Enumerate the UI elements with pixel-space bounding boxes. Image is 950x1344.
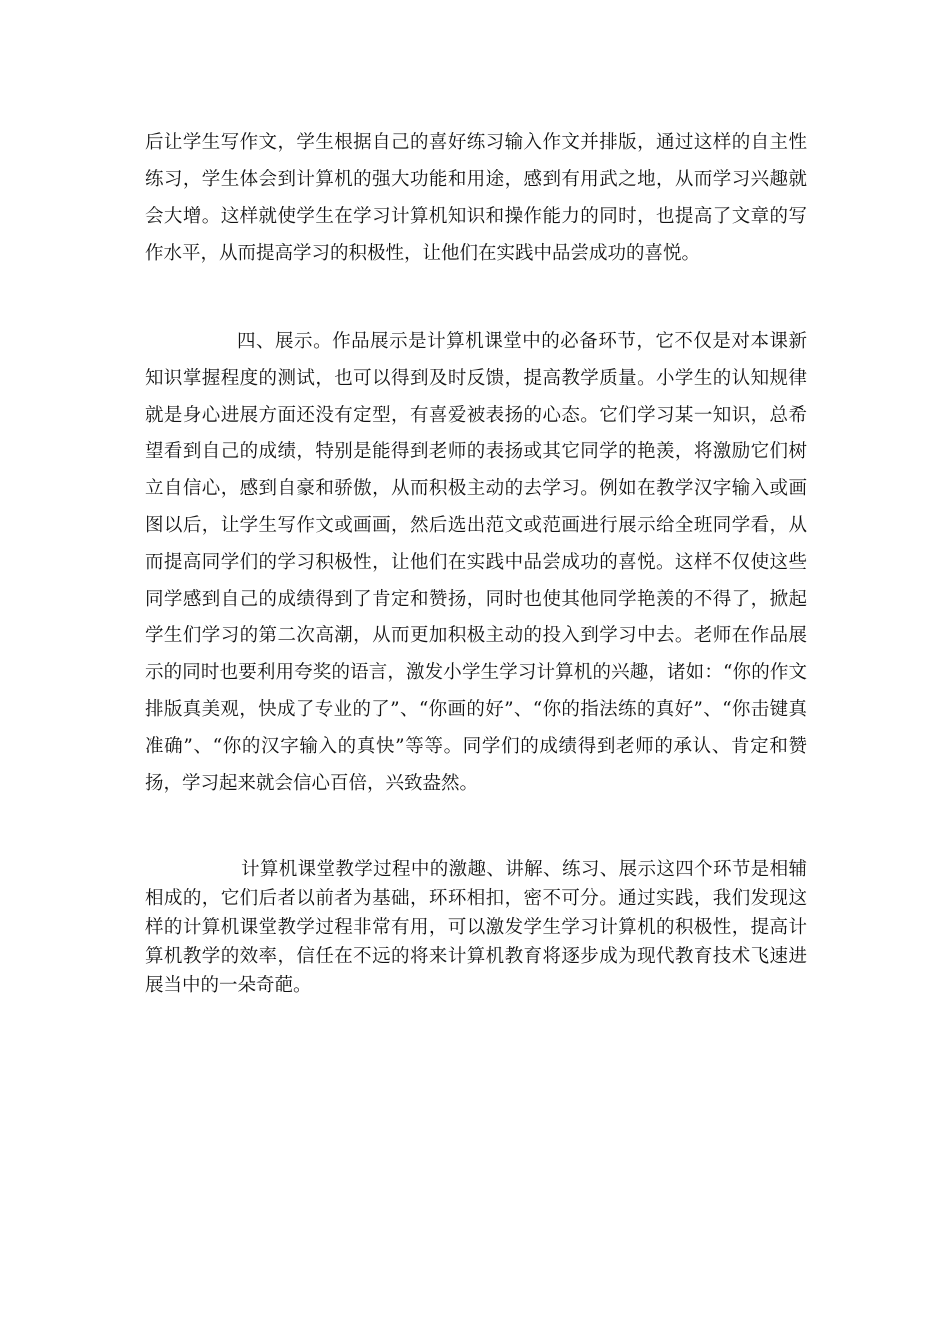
paragraph-continuation: 后让学生写作文，学生根据自己的喜好练习输入作文并排版，通过这样的自主性练习，学生体会到计算机的强大功能和用途，感到有用武之地，从而学习兴趣就会大增。这样就使学生在学习计算机知识和操作能力的同时，也提高了文章的写作水平，从而提高学习的积极性，让他们在实践中品尝成功的喜悦。	[145, 132, 807, 264]
paragraph-conclusion: 计算机课堂教学过程中的激趣、讲解、练习、展示这四个环节是相辅相成的，它们后者以前者为基础，环环相扣，密不可分。通过实践，我们发现这样的计算机课堂教学过程非常有用，可以激发学生学习计算机的积极性，提高计算机教学的效率，信任在不远的将来计算机教育将逐步成为现代教育技术飞速进展当中的一朵奇葩。	[145, 859, 807, 996]
paragraph-section-four-display: 四、展示。作品展示是计算机课堂中的必备环节，它不仅是对本课新知识掌握程度的测试，也可以得到及时反馈，提高教学质量。小学生的认知规律就是身心进展方面还没有定型，有喜爱被表扬的心态。它们学习某一知识，总希望看到自己的成绩，特别是能得到老师的表扬或其它同学的艳羡，将激励它们树立自信心，感到自豪和骄傲，从而积极主动的去学习。例如在教学汉字输入或画图以后，让学生写作文或画画，然后选出范文或范画进行展示给全班同学看，从而提高同学们的学习积极性，让他们在实践中品尝成功的喜悦。这样不仅使这些同学感到自己的成绩得到了肯定和赞扬，同时也使其他同学艳羡的不得了，掀起学生们学习的第二次高潮，从而更加积极主动的投入到学习中去。老师在作品展示的同时也要利用夸奖的语言，激发小学生学习计算机的兴趣，诸如：“你的作文排版真美观，快成了专业的了”、“你画的好”、“你的指法练的真好”、“你击键真准确”、“你的汉字输入的真快”等等。同学们的成绩得到老师的承认、肯定和赞扬，学习起来就会信心百倍，兴致盎然。	[145, 331, 807, 794]
